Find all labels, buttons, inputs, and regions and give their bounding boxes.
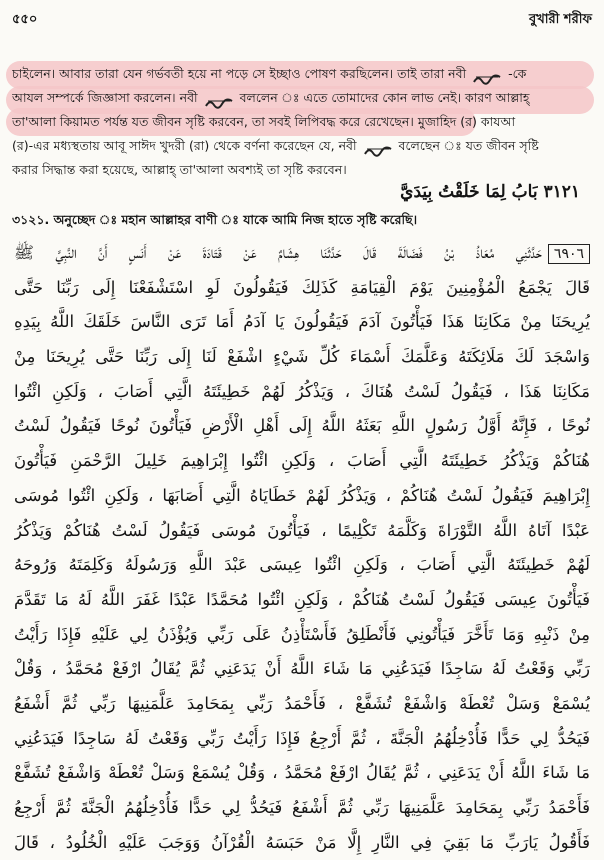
hadith-line: فَيَحُدُّ لِي حَدًّا فَأُدْخِلُهُمُ الْجَنَّةَ ، ثُمَّ أَرْجِعُ فَإِذَا رَأَيْتُ رَبِّي وَقَعْتُ لَهُ سَاجِدًا فَيَدَعُنِي <box>14 728 590 748</box>
hadith-line: إِبْرَاهِيمَ فَيَقُولُ لَسْتُ هُنَاكُمْ ، وَيَذْكُرُ لَهُمْ خَطَايَاهُ الَّتِي أَصَابَهَا ، وَلَكِنِ ائْتُوا مُوسَى <box>14 485 590 505</box>
hadith-line: عَبْدًا آتَاهُ اللَّهُ التَّوْرَاةَ وَكَلَّمَهُ تَكْلِيمًا ، فَيَأْتُونَ مُوسَى فَيَقُولُ لَسْتُ هُنَاكُمْ وَيَذْكُرُ <box>14 520 590 540</box>
bengali-line: (র)-এর মধ্যস্থতায় আবূ সাঈদ খুদরী (রা) থেকে বর্ণনা করেছেন যে, নবী বলেছেন ঃ যত জীবন সৃষ্টি <box>12 134 592 158</box>
hadith-line: رَبِّي وَقَعْتُ لَهُ سَاجِدًا فَيَدَعُنِي مَا شَاءَ اللَّهُ أَنْ يَدَعَنِي ثُمَّ يُقَالُ ارْفَعْ مُحَمَّدُ ، وَقُلْ <box>14 659 590 679</box>
page-header <box>12 10 592 32</box>
hadith-line: مِنْ ذَنْبِهِ وَمَا تَأَخَّرَ فَيَأْتُونِي فَأَنْطَلِقُ فَأَسْتَأْذِنُ عَلَى رَبِّي وَيُؤْذَنُ لِي عَلَيْهِ فَإِذَا رَأَيْتُ <box>14 624 590 644</box>
hadith-line: ٦٩٠٦حَدَّثَنِي مُعَاذُ بْنُ فَضَالَةَ قَالَ حَدَّثَنَا هِشَامٌ عَنْ قَتَادَةَ عَنْ أَنَسٍ أَنَّ النَّبِيَّ ﷺ <box>14 236 590 271</box>
hadith-line: يُرِيحَنَا مِنْ مَكَانِنَا هَذَا فَيَأْتُونَ آدَمَ فَيَقُولُونَ يَا آدَمُ أَمَا تَرَى النَّاسَ خَلَقَكَ اللَّهُ بِيَدِهِ <box>14 312 590 332</box>
salawat-icon <box>205 93 233 105</box>
hadith-number: ٦٩٠٦ <box>548 244 590 264</box>
salawat-icon <box>364 141 392 153</box>
hadith-line: فَيَأْتُونَ عِيسَى فَيَقُولُ لَسْتُ هُنَاكُمْ ، وَلَكِنِ ائْتُوا مُحَمَّدًا عَبْدًا غَفَرَ اللَّهُ لَهُ مَا تَقَدَّمَ <box>14 589 590 609</box>
hadith-line: يُسْمَعْ وَسَلْ تُعْطَهْ وَاشْفَعْ تُشَفَّعْ ، فَأَحْمَدُ رَبِّي بِمَحَامِدَ عَلَّمَنِيهَا رَبِّي ثُمَّ أَشْفَعُ <box>14 693 590 713</box>
chapter-heading: ٣١٢١ بَابُ لِمَا خَلَقْتُ بِيَدَيَّ <box>400 182 580 202</box>
hadith-line: قَالَ يَجْمَعُ الْمُؤْمِنِينَ يَوْمَ الْقِيَامَةِ كَذَلِكَ فَيَقُولُونَ لَوِ اسْتَشْفَعْنَا إِلَى رَبِّنَا حَتَّى <box>14 277 590 297</box>
page-number: ৫৫০ <box>12 12 38 27</box>
hadith-line: مَكَانِنَا هَذَا ، فَيَقُولُ لَسْتُ هُنَاكَ ، وَيَذْكُرُ لَهُمْ خَطِيئَتَهُ الَّتِي أَصَابَ ، وَلَكِنِ ائْتُوا <box>14 381 590 401</box>
hadith-line: فَأَحْمَدُ رَبِّي بِمَحَامِدَ عَلَّمَنِيهَا رَبِّي ثُمَّ أَشْفَعُ فَيَحُدُّ لِي حَدًّا فَأُدْخِلُهُمُ الْجَنَّةَ ثُمَّ أَرْجِعُ <box>14 798 590 817</box>
book-title: বুখারী শরীফ <box>528 12 592 27</box>
salawat-icon <box>473 69 501 81</box>
hadith-line: هُنَاكُمْ وَيَذْكُرُ خَطِيئَتَهُ الَّتِي أَصَابَ ، وَلَكِنِ ائْتُوا إِبْرَاهِيمَ خَلِيلَ الرَّحْمَنِ فَيَأْتُونَ <box>14 451 590 471</box>
hadith-line: مَا شَاءَ اللَّهُ أَنْ يَدَعَنِي ، ثُمَّ يُقَالُ ارْفَعْ مُحَمَّدُ ، وَقُلْ يُسْمَعْ وَسَلْ تُعْطَهْ وَاشْفَعْ تُشَفَّعْ <box>14 763 590 783</box>
bengali-line: আযল সম্পর্কে জিজ্ঞাসা করলেন। নবী বললেন ঃ এতে তোমাদের কোন লাভ নেই। কারণ আল্লাহ্ <box>12 86 592 110</box>
hadith-line: وَاسْجَدَ لَكَ مَلَائِكَتَهُ وَعَلَّمَكَ أَسْمَاءَ كُلِّ شَيْءٍ اشْفَعْ لَنَا إِلَى رَبِّنَا حَتَّى يُرِيحَنَا مِنْ <box>14 347 590 367</box>
hadith-line: فَأَقُولُ يَارَبِّ مَا بَقِيَ فِي النَّارِ إِلَّا مَنْ حَبَسَهُ الْقُرْآنُ وَوَجَبَ عَلَيْهِ الْخُلُودُ ، قَالَ <box>14 832 590 852</box>
section-heading: ৩১২১. অনুচ্ছেদ ঃ মহান আল্লাহর বাণী ঃ যাকে আমি নিজ হাতে সৃষ্টি করেছি। <box>12 212 418 227</box>
hadith-line: نُوحًا ، فَإِنَّهُ أَوَّلُ رَسُولٍ اللَّهِ بَعَثَهُ اللَّهُ إِلَى أَهْلِ الْأَرْضِ فَيَأْتُونَ نُوحًا فَيَقُولُ لَسْتُ <box>14 416 590 436</box>
hadith-line: لَهُمْ خَطِيئَتَهُ الَّتِي أَصَابَ ، وَلَكِنِ ائْتُوا عِيسَى عَبْدَ اللَّهِ وَرَسُولَهُ وَكَلِمَتَهُ وَرُوحَهُ <box>14 555 590 575</box>
hadith-text <box>14 236 590 860</box>
bengali-line: চাইলেন। আবার তারা যেন গর্ভবতী হয়ে না পড়ে সে ইচ্ছাও পোষণ করছিলেন। তাই তারা নবী -কে <box>12 62 592 86</box>
bengali-paragraph <box>12 62 592 182</box>
bengali-line: তা'আলা কিয়ামত পর্যন্ত যত জীবন সৃষ্টি করবেন, তা সবই লিপিবদ্ধ করে রেখেছেন। মুজাহিদ (র) কাযআ <box>12 114 516 129</box>
bengali-line: করার সিদ্ধান্ত করা হয়েছে, আল্লাহ্ তা'আলা অবশ্যই তা সৃষ্টি করবেন। <box>12 162 347 177</box>
